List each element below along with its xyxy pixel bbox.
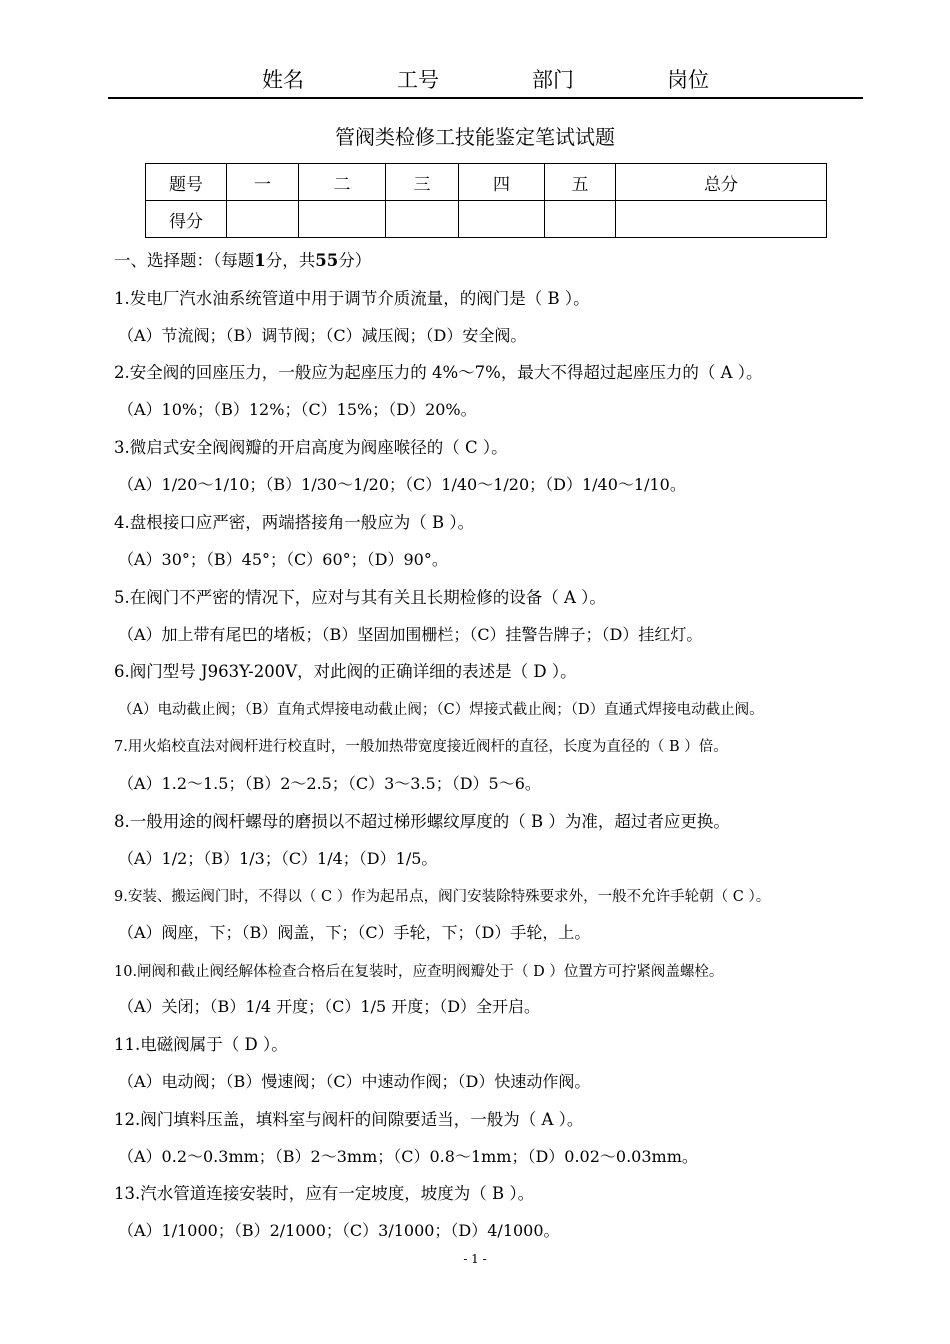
- table-cell: 四: [459, 164, 545, 201]
- question-text: 4.盘根接口应严密，两端搭接角一般应为（ B ）。: [114, 513, 475, 532]
- score-input-cell[interactable]: [386, 201, 459, 238]
- question-options: （A）1/20～1/10；（B）1/30～1/20；（C）1/40～1/20；（D）1/40～1/10。: [118, 475, 686, 494]
- question-options: （A）电动截止阀；（B）直角式焊接电动截止阀；（C）焊接式截止阀；（D）直通式焊接电动截止阀。: [118, 702, 764, 718]
- table-cell: 三: [386, 164, 459, 201]
- header-rule: [108, 97, 863, 99]
- score-input-cell[interactable]: [459, 201, 545, 238]
- question-text: 13.汽水管道连接安装时，应有一定坡度，坡度为（ B ）。: [114, 1184, 535, 1203]
- section-total: 55: [315, 251, 339, 270]
- question-text: 8.一般用途的阀杆螺母的磨损以不超过梯形螺纹厚度的（ B ）为准，超过者应更换。: [114, 812, 730, 831]
- table-cell: 一: [227, 164, 299, 201]
- name-label: 姓名: [262, 68, 304, 92]
- question-text: 2.安全阀的回座压力，一般应为起座压力的 4%～7%，最大不得超过起座压力的（ A ）。: [114, 363, 763, 382]
- question-options: （A）阀座，下；（B）阀盖，下；（C）手轮，下；（D）手轮，上。: [118, 923, 591, 942]
- question-options: （A）关闭；（B）1/4 开度；（C）1/5 开度；（D）全开启。: [118, 997, 541, 1016]
- question-options: （A）加上带有尾巴的堵板；（B）坚固加围栅栏；（C）挂警告牌子；（D）挂红灯。: [118, 625, 703, 644]
- question-text: 1.发电厂汽水油系统管道中用于调节介质流量，的阀门是（ B ）。: [114, 289, 590, 308]
- table-cell: 五: [545, 164, 616, 201]
- department-label: 部门: [532, 68, 574, 92]
- table-cell: 二: [299, 164, 386, 201]
- table-cell: 总分: [616, 164, 827, 201]
- question-text: 12.阀门填料压盖，填料室与阀杆的间隙要适当，一般为（ A ）。: [114, 1110, 584, 1129]
- section-points: 1: [254, 251, 266, 270]
- score-table-header-row: [146, 164, 827, 201]
- post-label: 岗位: [667, 68, 709, 92]
- section-suffix: 分）: [338, 251, 372, 270]
- score-table: [145, 163, 827, 238]
- page-number: - 1 -: [463, 1252, 487, 1266]
- question-options: （A）0.2～0.3mm；（B）2～3mm；（C）0.8～1mm；（D）0.02～0.03mm。: [118, 1147, 698, 1166]
- question-options: （A）电动阀；（B）慢速阀；（C）中速动作阀；（D）快速动作阀。: [118, 1072, 591, 1091]
- score-table-score-row: [146, 201, 827, 238]
- table-cell: 题号: [146, 164, 227, 201]
- question-options: （A）10%；（B）12%；（C）15%；（D）20%。: [118, 400, 477, 419]
- question-text: 6.阀门型号 J963Y-200V，对此阀的正确详细的表述是（ D ）。: [114, 662, 577, 681]
- question-options: （A）1/1000；（B）2/1000；（C）3/1000；（D）4/1000。: [118, 1221, 560, 1240]
- question-options: （A）30°；（B）45°；（C）60°；（D）90°。: [118, 550, 448, 569]
- page-title: 管阀类检修工技能鉴定笔试试题: [335, 125, 615, 149]
- question-options: （A）1.2～1.5；（B）2～2.5；（C）3～3.5；（D）5～6。: [118, 774, 541, 793]
- question-text: 3.微启式安全阀阀瓣的开启高度为阀座喉径的（ C ）。: [114, 438, 508, 457]
- question-options: （A）1/2；（B）1/3；（C）1/4；（D）1/5。: [118, 849, 438, 868]
- question-text: 5.在阀门不严密的情况下，应对与其有关且长期检修的设备（ A ）。: [114, 588, 606, 607]
- score-input-cell[interactable]: [616, 201, 827, 238]
- section-heading: [114, 247, 371, 271]
- score-input-cell[interactable]: [545, 201, 616, 238]
- question-text: 7.用火焰校直法对阀杆进行校直时，一般加热带宽度接近阀杆的直径，长度为直径的（ B ）倍。: [114, 739, 728, 755]
- score-input-cell[interactable]: [227, 201, 299, 238]
- question-text: 10.闸阀和截止阀经解体检查合格后在复装时，应查明阀瓣处于（ D ）位置方可拧紧阀盖螺栓。: [114, 964, 724, 980]
- employee-id-label: 工号: [397, 68, 439, 92]
- question-text: 11.电磁阀属于（ D ）。: [114, 1035, 288, 1054]
- table-cell: 得分: [146, 201, 227, 238]
- section-mid: 分，共: [265, 251, 316, 270]
- section-prefix: 一、选择题：（每题: [114, 251, 255, 270]
- score-input-cell[interactable]: [299, 201, 386, 238]
- question-text: 9.安装、搬运阀门时，不得以（ C ）作为起吊点，阀门安装除特殊要求外，一般不允许手轮朝（ C ）。: [114, 889, 771, 905]
- question-options: （A）节流阀；（B）调节阀；（C）减压阀；（D）安全阀。: [118, 326, 527, 345]
